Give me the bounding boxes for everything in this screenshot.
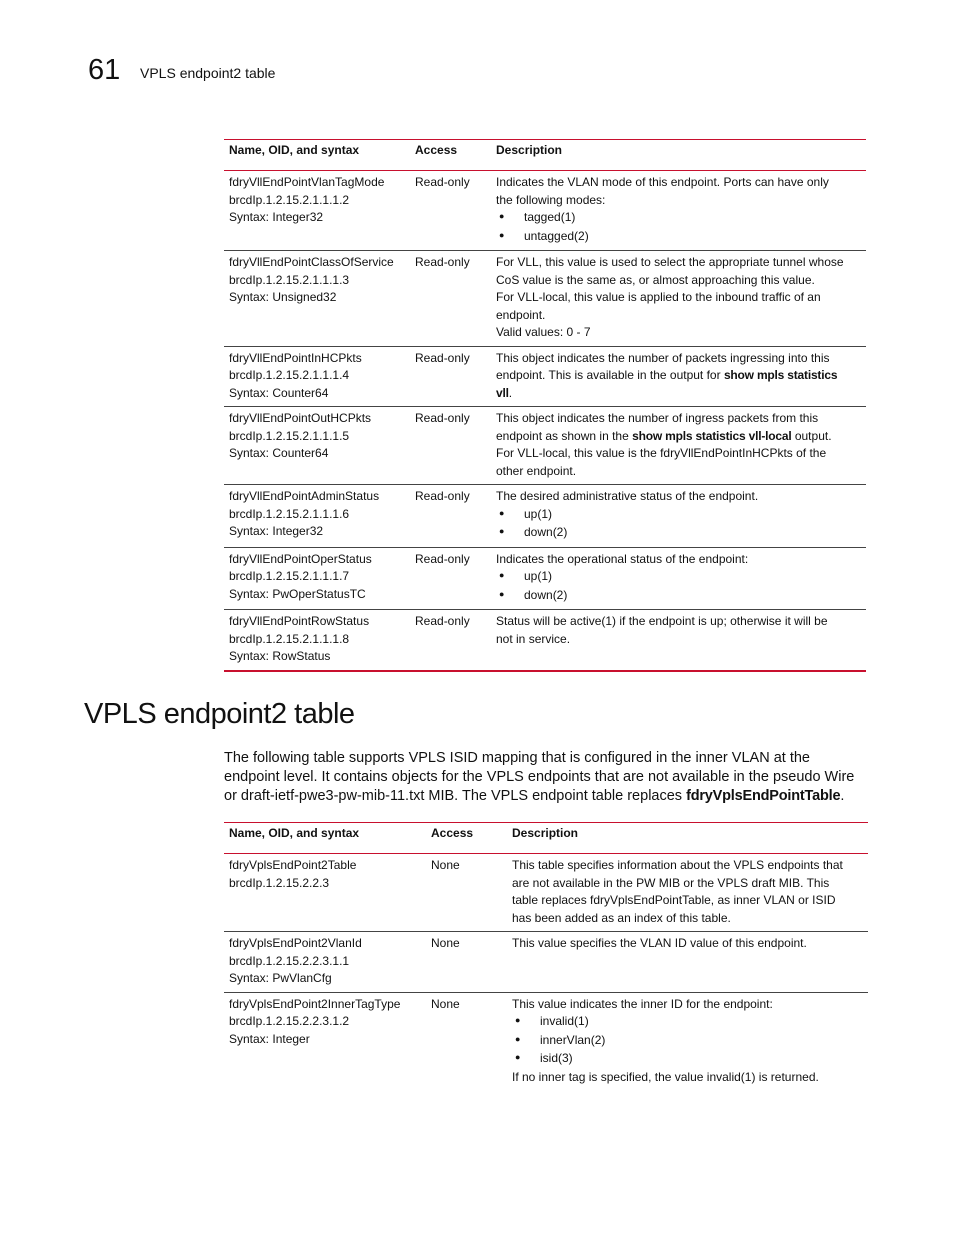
access-cell: Read-only <box>410 407 491 485</box>
bullet-item: ● invalid(1) <box>512 1013 863 1032</box>
object-oid: brcdIp.1.2.15.2.1.1.1.6 <box>229 506 350 521</box>
command-text: show mpls statistics <box>723 368 838 382</box>
table-row <box>224 610 866 671</box>
object-name: fdryVllEndPointVlanTagMode <box>229 175 385 189</box>
intro-line: or draft-ietf-pwe3-pw-mib-11.txt MIB. The VPLS endpoint table replaces fdryVplsEndPointTable. <box>224 788 845 804</box>
table-header-row <box>224 823 868 854</box>
object-name: fdryVplsEndPoint2VlanId <box>229 936 362 950</box>
description-text: the following modes: <box>496 192 606 207</box>
description-text: For VLL, this value is used to select the appropriate tunnel whose <box>496 255 844 269</box>
description-text: not in service. <box>496 631 571 646</box>
object-oid: brcdIp.1.2.15.2.2.3 <box>229 875 330 890</box>
column-header-access: Access <box>426 823 507 854</box>
object-name: fdryVllEndPointAdminStatus <box>229 489 380 503</box>
object-syntax: Syntax: RowStatus <box>229 649 331 663</box>
object-name: fdryVllEndPointRowStatus <box>229 614 370 628</box>
object-syntax: Syntax: Counter64 <box>229 385 329 400</box>
description-text: This value specifies the VLAN ID value of this endpoint. <box>512 936 807 950</box>
description-text: If no inner tag is specified, the value invalid(1) is returned. <box>512 1069 819 1084</box>
object-syntax: Syntax: Counter64 <box>229 446 329 460</box>
object-name: fdryVplsEndPoint2InnerTagType <box>229 996 401 1011</box>
object-oid: brcdIp.1.2.15.2.2.3.1.1 <box>229 953 350 968</box>
column-header-name: Name, OID, and syntax <box>224 140 410 171</box>
mib-table-1 <box>224 139 866 672</box>
access-cell: Read-only <box>410 346 491 407</box>
description-text: Indicates the operational status of the endpoint: <box>496 551 749 566</box>
object-cell <box>224 992 426 1090</box>
object-syntax: Syntax: Integer32 <box>229 210 324 224</box>
table-row <box>224 171 866 251</box>
object-syntax: Syntax: Integer <box>229 1031 310 1046</box>
intro-line: endpoint level. It contains objects for the VPLS endpoints that are not available in the pseudo Wire <box>224 769 855 785</box>
object-oid: brcdIp.1.2.15.2.1.1.1.8 <box>229 631 350 646</box>
object-cell <box>224 251 410 347</box>
object-cell <box>224 346 410 407</box>
table-row <box>224 346 866 407</box>
object-syntax: Syntax: PwOperStatusTC <box>229 586 366 601</box>
object-syntax: Syntax: PwVlanCfg <box>229 971 332 985</box>
object-cell <box>224 485 410 548</box>
description-cell <box>491 485 866 548</box>
bullet-icon <box>512 1050 540 1069</box>
table-row <box>224 854 868 932</box>
bullet-icon <box>496 209 524 228</box>
table-row <box>224 932 868 993</box>
object-cell <box>224 854 426 932</box>
access-cell: None <box>426 854 507 932</box>
bullet-item: ● untagged(2) <box>496 228 861 247</box>
object-name: fdryVllEndPointInHCPkts <box>229 350 362 365</box>
bullet-icon <box>496 568 524 587</box>
object-cell <box>224 407 410 485</box>
object-oid: brcdIp.1.2.15.2.1.1.1.4 <box>229 368 350 382</box>
object-name: fdryVllEndPointOperStatus <box>229 551 372 566</box>
description-text: Indicates the VLAN mode of this endpoint. Ports can have only <box>496 175 829 189</box>
column-header-description: Description <box>491 140 866 171</box>
bullet-icon <box>496 524 524 543</box>
object-cell <box>224 932 426 993</box>
access-cell: Read-only <box>410 171 491 251</box>
description-cell <box>491 610 866 671</box>
description-text: table replaces fdryVplsEndPointTable, as inner VLAN or ISID <box>512 893 836 907</box>
object-name: fdryVllEndPointClassOfService <box>229 255 394 269</box>
description-text: This value indicates the inner ID for the endpoint: <box>512 996 773 1011</box>
bullet-icon <box>512 1032 540 1051</box>
table-row <box>224 485 866 548</box>
table-row <box>224 547 866 610</box>
description-text: endpoint as shown in the show mpls statistics vll-local output. <box>496 428 832 443</box>
table-reference: fdryVplsEndPointTable <box>686 788 841 804</box>
description-text: Valid values: 0 - 7 <box>496 325 591 339</box>
access-cell: Read-only <box>410 610 491 671</box>
description-text: vll. <box>496 385 513 400</box>
description-cell <box>491 171 866 251</box>
description-cell <box>491 547 866 610</box>
object-oid: brcdIp.1.2.15.2.1.1.1.7 <box>229 569 350 583</box>
table-row <box>224 992 868 1090</box>
bullet-item: ● isid(3) <box>512 1050 863 1069</box>
description-text: The desired administrative status of the endpoint. <box>496 489 759 503</box>
access-cell: None <box>431 996 460 1011</box>
access-cell: None <box>426 932 507 993</box>
description-text: has been added as an index of this table. <box>512 910 731 925</box>
description-text: endpoint. <box>496 307 546 322</box>
table-row <box>224 251 866 347</box>
description-text: Status will be active(1) if the endpoint is up; otherwise it will be <box>496 614 828 628</box>
section-title: VPLS endpoint2 table <box>84 698 355 730</box>
bullet-icon <box>496 506 524 525</box>
bullet-item: ● up(1) <box>496 568 861 587</box>
bullet-icon <box>512 1013 540 1032</box>
chapter-number: 61 <box>88 54 121 86</box>
description-text: CoS value is the same as, or almost approaching this value. <box>496 272 815 287</box>
description-cell <box>491 346 866 407</box>
description-text: For VLL-local, this value is applied to the inbound traffic of an <box>496 290 821 304</box>
object-oid: brcdIp.1.2.15.2.2.3.1.2 <box>229 1014 350 1028</box>
description-text: This object indicates the number of ingress packets from this <box>496 411 819 425</box>
description-cell <box>507 854 868 932</box>
description-text: For VLL-local, this value is the fdryVllEndPointInHCPkts of the <box>496 446 827 460</box>
object-cell <box>224 171 410 251</box>
object-cell <box>224 547 410 610</box>
description-text: endpoint. This is available in the output for show mpls statistics <box>496 368 838 382</box>
object-name: fdryVplsEndPoint2Table <box>229 858 357 872</box>
description-text: This object indicates the number of packets ingressing into this <box>496 350 830 365</box>
command-text: vll <box>496 385 509 400</box>
table-row <box>224 407 866 485</box>
column-header-access: Access <box>410 140 491 171</box>
bullet-item: ● down(2) <box>496 524 861 543</box>
object-name: fdryVllEndPointOutHCPkts <box>229 411 372 425</box>
bullet-item: ● up(1) <box>496 506 861 525</box>
bullet-icon <box>496 228 524 247</box>
intro-paragraph <box>224 749 874 806</box>
description-text: are not available in the PW MIB or the VPLS draft MIB. This <box>512 875 830 890</box>
description-cell <box>507 932 868 993</box>
mib-table-2 <box>224 822 868 1090</box>
description-text: This table specifies information about the VPLS endpoints that <box>512 858 843 872</box>
column-header-name: Name, OID, and syntax <box>224 823 426 854</box>
intro-line: The following table supports VPLS ISID mapping that is configured in the inner VLAN at the <box>224 750 810 766</box>
description-cell <box>507 992 868 1090</box>
chapter-title: VPLS endpoint2 table <box>140 65 276 81</box>
object-oid: brcdIp.1.2.15.2.1.1.1.5 <box>229 428 350 443</box>
object-syntax: Syntax: Integer32 <box>229 524 324 538</box>
object-cell <box>224 610 410 671</box>
description-cell <box>491 251 866 347</box>
object-oid: brcdIp.1.2.15.2.1.1.1.3 <box>229 272 350 287</box>
bullet-item: ● tagged(1) <box>496 209 861 228</box>
bullet-icon <box>496 587 524 606</box>
object-oid: brcdIp.1.2.15.2.1.1.1.2 <box>229 192 350 207</box>
access-cell: Read-only <box>410 547 491 610</box>
bullet-item: ● innerVlan(2) <box>512 1032 863 1051</box>
command-text: show mpls statistics vll-local <box>632 428 792 443</box>
table-header-row <box>224 140 866 171</box>
column-header-description: Description <box>507 823 868 854</box>
object-syntax: Syntax: Unsigned32 <box>229 290 337 304</box>
access-cell: Read-only <box>410 485 491 548</box>
access-cell: Read-only <box>410 251 491 347</box>
description-text: other endpoint. <box>496 463 577 478</box>
description-cell <box>491 407 866 485</box>
bullet-item: ● down(2) <box>496 587 861 606</box>
